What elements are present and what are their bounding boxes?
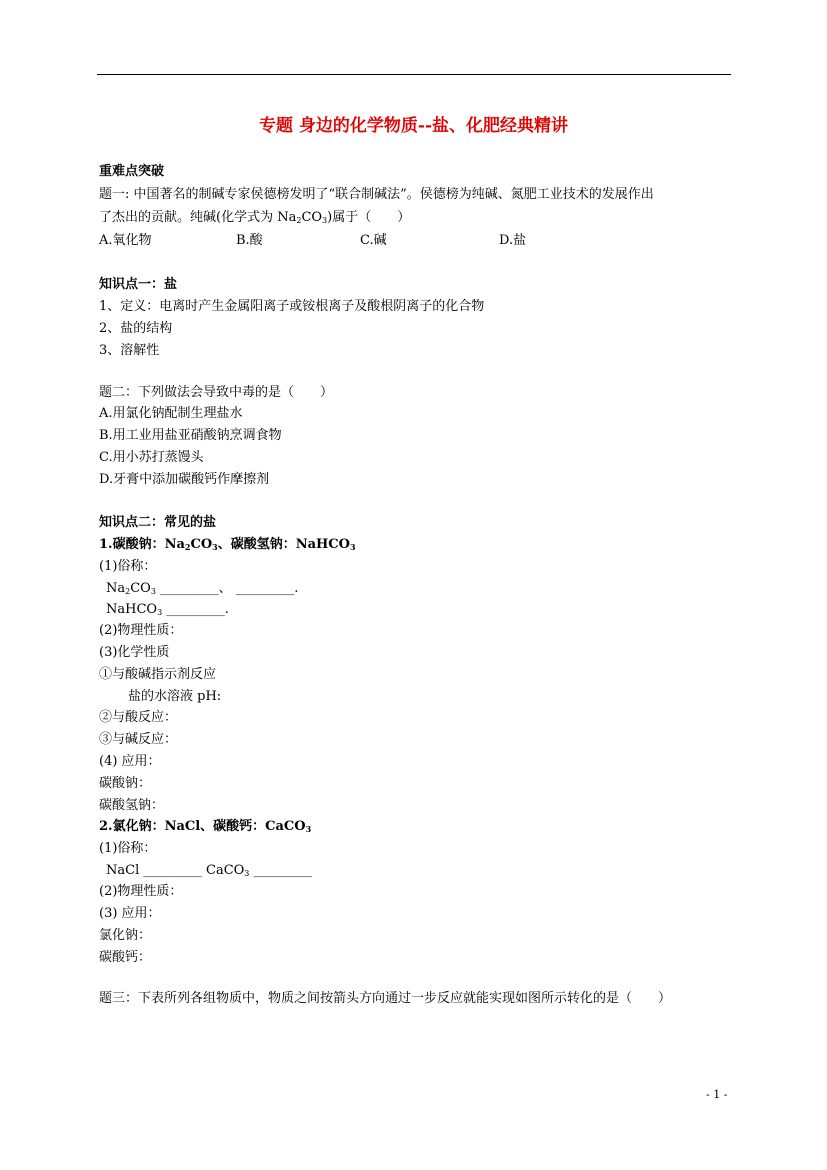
page-title: 专题 身边的化学物质--盐、化肥经典精讲: [258, 116, 569, 136]
fill-in-line: NaHCO$_3$ _________.: [106, 602, 229, 617]
text-line: 碳酸钠：: [99, 776, 152, 791]
question-2-stem: 题二：下列做法会导致中毒的是（ ）: [99, 385, 334, 400]
text-line: (4) 应用：: [99, 754, 161, 769]
text-line: (2)物理性质：: [99, 623, 183, 638]
text-line: (2)物理性质：: [99, 884, 183, 899]
subsection-heading: 2.氯化钠：NaCl、碳酸钙：CaCO$_3$: [99, 819, 312, 834]
text-line: (1)俗称：: [99, 841, 157, 856]
section-heading: 重难点突破: [99, 164, 165, 179]
question-1-line-2: 了杰出的贡献。纯碱(化学式为 $Na_2CO_3$)属于（ ）: [99, 210, 411, 225]
text-line: ②与酸反应：: [99, 710, 178, 725]
question-2-option: A.用氯化钠配制生理盐水: [99, 406, 243, 421]
knowledge-point-2-heading: 知识点二：常见的盐: [99, 515, 217, 530]
fill-in-line: $Na_2CO_3$ _________、 _________.: [106, 581, 299, 596]
text-line: 盐的水溶液 pH:: [128, 689, 222, 704]
fill-in-line: NaCl _________ CaCO$_3$ _________: [106, 863, 313, 878]
text-line: ①与酸碱指示剂反应: [99, 667, 217, 682]
text-line: (3)化学性质: [99, 645, 170, 660]
text-line: 碳酸氢钠：: [99, 798, 165, 813]
header-rule: [97, 74, 731, 75]
question-2-option: B.用工业用盐亚硝酸钠烹调食物: [99, 428, 282, 443]
question-3-stem: 题三：下表所列各组物质中，物质之间按箭头方向通过一步反应就能实现如图所示转化的是（ ）: [99, 991, 672, 1006]
question-1-option-a: A.氧化物: [99, 233, 152, 248]
question-1-line-1: 题一: 中国著名的制碱专家侯德榜发明了“联合制碱法”。侯德榜为纯碱、氮肥工业技术的发展作出: [99, 187, 654, 202]
text-line: ③与碱反应：: [99, 732, 178, 747]
page-number: - 1 -: [706, 1088, 728, 1101]
question-2-option: D.牙膏中添加碳酸钙作摩擦剂: [99, 472, 270, 487]
knowledge-point-1-item: 1、定义：电离时产生金属阳离子或铵根离子及酸根阴离子的化合物: [99, 299, 485, 314]
text-line: 碳酸钙：: [99, 950, 152, 965]
knowledge-point-1-heading: 知识点一：盐: [99, 277, 178, 292]
question-2-option: C.用小苏打蒸馒头: [99, 450, 204, 465]
subsection-heading: 1.碳酸钠：$Na_2CO_3$、碳酸氢钠：NaHCO$_3$: [99, 537, 356, 552]
question-1-option-d: D.盐: [499, 233, 527, 248]
text-line: 氯化钠：: [99, 928, 152, 943]
text-line: (1)俗称：: [99, 559, 157, 574]
question-1-option-c: C.碱: [360, 233, 387, 248]
knowledge-point-1-item: 3、溶解性: [99, 343, 160, 358]
text-line: (3) 应用：: [99, 906, 161, 921]
knowledge-point-1-item: 2、盐的结构: [99, 321, 173, 336]
question-1-option-b: B.酸: [236, 233, 263, 248]
